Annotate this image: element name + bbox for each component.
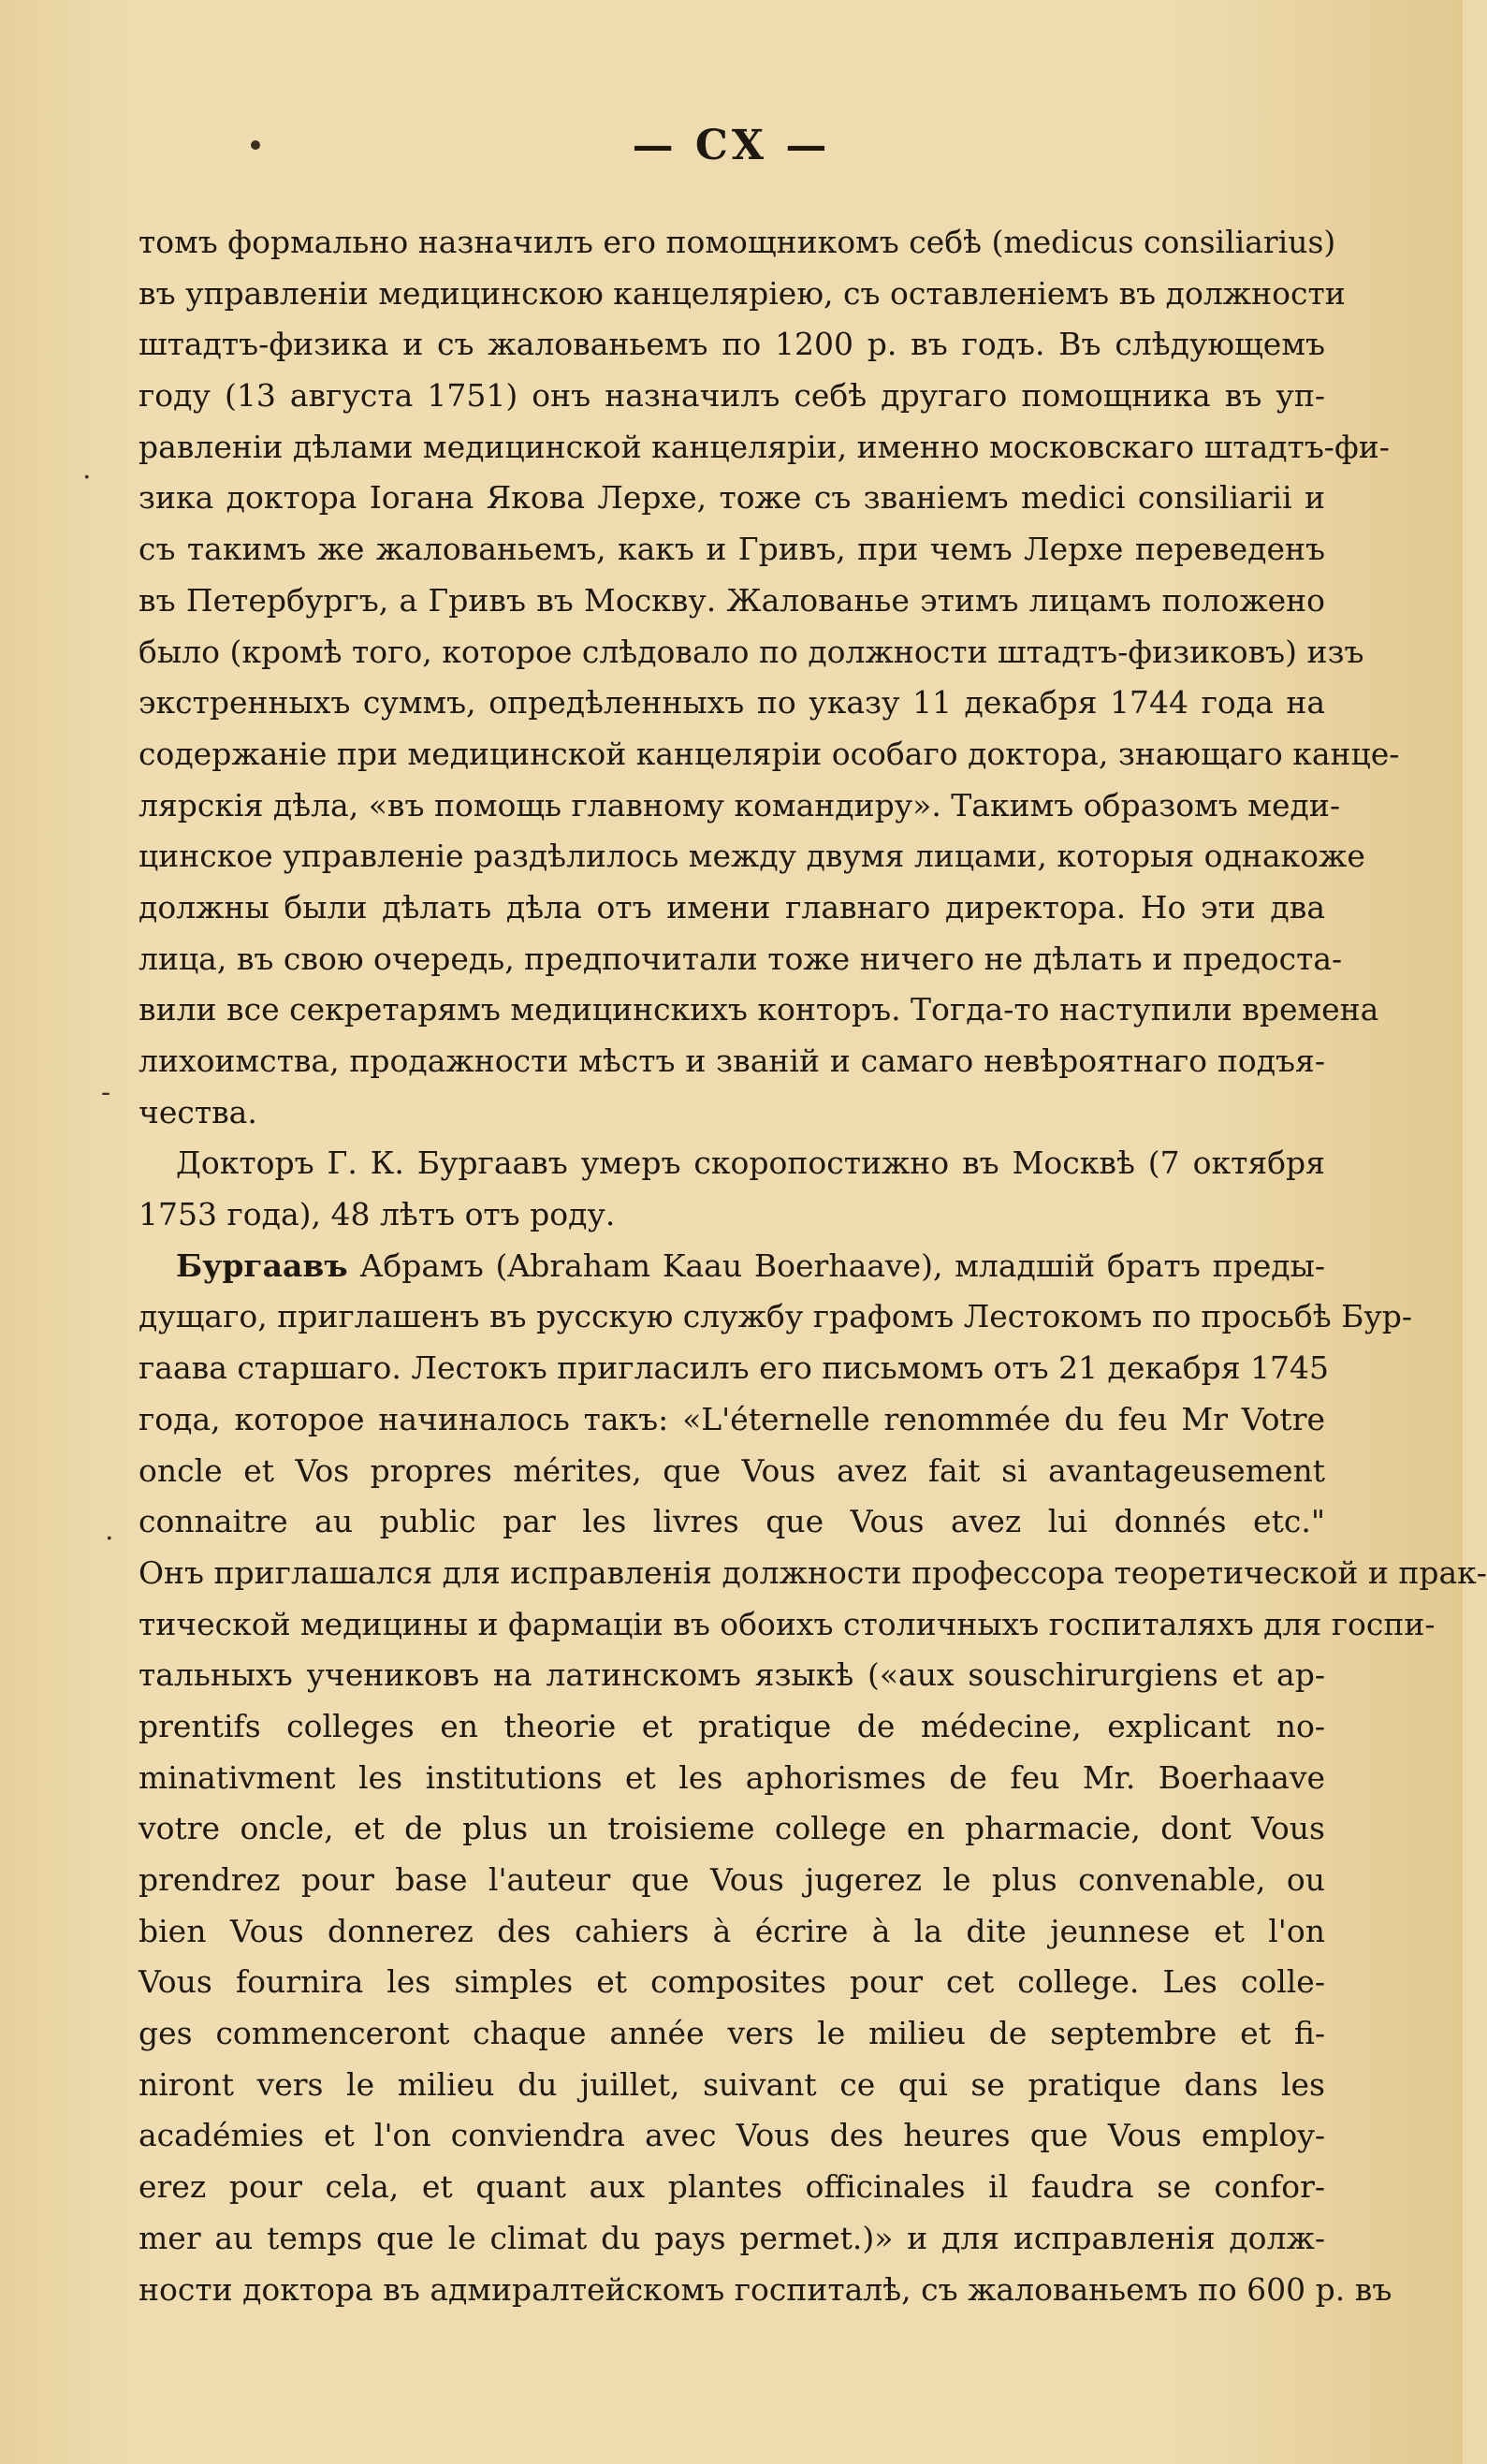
text-line: académies et l'on conviendra avec Vous des heures que Vous employ-: [138, 2117, 1325, 2154]
margin-dot-1: .: [82, 453, 92, 486]
entry-heading: Бургаавъ: [176, 1247, 348, 1284]
text-line: года, которое начиналось такъ: «L'éternelle renommée du feu Mr Votre: [138, 1400, 1325, 1437]
margin-dash: -: [101, 1076, 111, 1109]
text-line: 1753 года), 48 лѣтъ отъ роду.: [138, 1196, 616, 1233]
text-line: prendrez pour base l'auteur que Vous jugerez le plus convenable, ou: [138, 1861, 1325, 1898]
text-line: votre oncle, et de plus un troisieme college en pharmacie, dont Vous: [138, 1810, 1325, 1847]
text-line: томъ формально назначилъ его помощникомъ себѣ (medicus consiliarius): [138, 224, 1336, 260]
text-line: Докторъ Г. К. Бургаавъ умеръ скоропостижно въ Москвѣ (7 октября: [176, 1145, 1325, 1182]
text-line: въ управленіи медицинскою канцеляріею, съ оставленіемъ въ должности: [138, 274, 1346, 312]
text-line: вили все секретарямъ медицинскихъ конторъ. Тогда-то наступили времена: [138, 991, 1379, 1028]
text-line: содержаніе при медицинской канцеляріи особаго доктора, знающаго канце-: [138, 735, 1400, 772]
text-line: дущаго, приглашенъ въ русскую службу графомъ Лестокомъ по просьбѣ Бур-: [138, 1298, 1413, 1335]
text-line: oncle et Vos propres mérites, que Vous avez fait si avantageusement: [138, 1451, 1325, 1489]
text-line: чества.: [138, 1093, 257, 1130]
text-line: prentifs colleges en theorie et pratique de médecine, explicant no-: [138, 1707, 1325, 1744]
text-line: ности доктора въ адмиралтейскомъ госпиталѣ, съ жалованьемъ по 600 р. въ: [138, 2270, 1392, 2308]
text-line: тической медицины и фармаціи въ обоихъ столичныхъ госпиталяхъ для госпи-: [138, 1605, 1436, 1642]
text-line: въ Петербургъ, а Гривъ въ Москву. Жалованье этимъ лицамъ положено: [138, 581, 1325, 619]
text-line: равленіи дѣлами медицинской канцеляріи, именно московскаго штадтъ-фи-: [138, 428, 1390, 465]
text-line: лица, въ свою очередь, предпочитали тоже ничего не дѣлать и предоста-: [138, 940, 1343, 977]
text-line: экстренныхъ суммъ, опредѣленныхъ по указу 11 декабря 1744 года на: [138, 684, 1325, 722]
body-text: [138, 217, 1487, 2315]
text-line: ges commenceront chaque année vers le milieu de septembre et fi-: [138, 2015, 1325, 2052]
text-line: [138, 1241, 1325, 1292]
text-line: bien Vous donnerez des cahiers à écrire à la dite jeunnese et l'on: [138, 1912, 1325, 1949]
text-line: erez pour cela, et quant aux plantes officinales il faudra se confor-: [138, 2168, 1325, 2206]
text-line: году (13 августа 1751) онъ назначилъ себѣ другаго помощника въ уп-: [138, 377, 1325, 415]
text-line: штадтъ-физика и съ жалованьемъ по 1200 р. въ годъ. Въ слѣдующемъ: [138, 326, 1325, 363]
text-line: съ такимъ же жалованьемъ, какъ и Гривъ, при чемъ Лерхе переведенъ: [138, 531, 1325, 568]
text-line: Vous fournira les simples et composites pour cet college. Les colle-: [138, 1963, 1325, 2001]
text-line: Онъ приглашался для исправленія должности профессора теоретической и прак-: [138, 1553, 1487, 1591]
text-line: зика доктора Іогана Якова Лерхе, тоже съ званіемъ medici consiliarii и: [138, 479, 1325, 517]
text-line: должны были дѣлать дѣла отъ имени главнаго директора. Но эти два: [138, 888, 1325, 926]
text-line: лярскія дѣла, «въ помощь главному командиру». Такимъ образомъ меди-: [138, 786, 1340, 824]
text-line: гаава старшаго. Лестокъ пригласилъ его письмомъ отъ 21 декабря 1745: [138, 1349, 1329, 1387]
text-line: лихоимства, продажности мѣстъ и званій и самаго невѣроятнаго подъя-: [138, 1042, 1325, 1079]
entry-heading-rest: Абрамъ (Abraham Kaau Boerhaave), младшій братъ преды-: [347, 1247, 1325, 1284]
margin-dot-2: .: [105, 1514, 114, 1547]
page-number: — CX —: [632, 122, 831, 169]
text-line: minativment les institutions et les aphorismes de feu Mr. Boerhaave: [138, 1758, 1325, 1796]
text-line: цинское управленіе раздѣлилось между двумя лицами, которыя однакоже: [138, 838, 1365, 875]
text-line: было (кромѣ того, которое слѣдовало по должности штадтъ-физиковъ) изъ: [138, 633, 1364, 670]
text-line: mer au temps que le climat du pays permet.)» и для исправленія долж-: [138, 2219, 1325, 2256]
text-line: connaitre au public par les livres que Vous avez lui donnés etc.": [138, 1503, 1325, 1540]
text-line: niront vers le milieu du juillet, suivant ce qui se pratique dans les: [138, 2065, 1325, 2103]
text-line: тальныхъ учениковъ на латинскомъ языкѣ («aux souschirurgiens et ap-: [138, 1656, 1325, 1694]
